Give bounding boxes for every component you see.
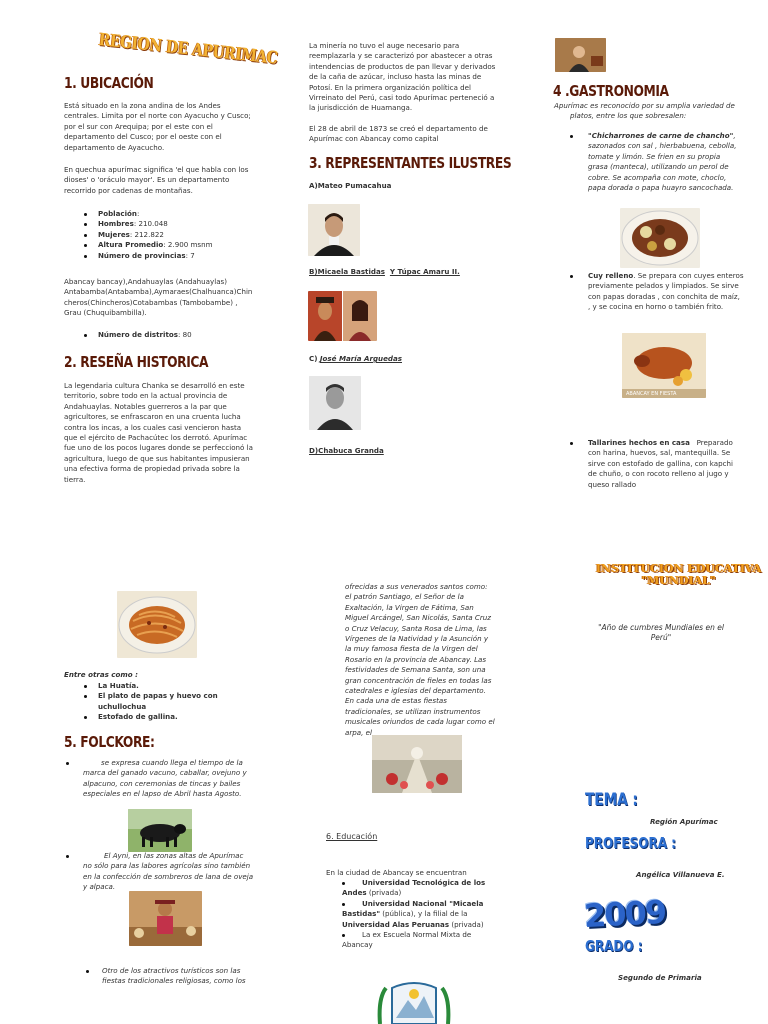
dish-chicharrones: "Chicharrones de carne de chancho", sazonados con sal , hierbabuena, cebolla, tomate y limón. Se frien en su propia grasa (manteca), utilizando un perol de cobre. Se acompaña con mote, choclo, papa dorada o papa huayro sancochada. xyxy=(570,131,760,193)
cuy-photo xyxy=(622,333,706,398)
rep-a-label: A)Mateo Pumacahua xyxy=(309,181,392,190)
stat-item: Hombres: 210.048 xyxy=(84,219,264,229)
folklore-bullet-1: se expresa cuando llega el tiempo de la marca del ganado vacuno, caballar, ovejuno y alpacuno, con ceremonias de tincas y bailes especiales en el lapso de Abril hasta Agosto. xyxy=(64,758,249,800)
stat-item: Número de provincias: 7 xyxy=(84,251,264,261)
rep-c-label: C) José María Arguedas xyxy=(309,354,402,363)
spaghetti-photo xyxy=(117,591,197,658)
cook-photo xyxy=(555,38,606,72)
coat-of-arms-emblem xyxy=(372,978,456,1024)
chicharron-photo xyxy=(620,208,700,268)
stat-item: Altura Promedio: 2.900 msnm xyxy=(84,240,264,250)
arguedas-portrait xyxy=(309,376,361,430)
profesora-value: Angélica Villanueva E. xyxy=(636,870,725,879)
university-item: Universidad Tecnológica de los Andes (privada) xyxy=(342,878,486,898)
section-folklore-heading: 5. FOLCKORE: xyxy=(64,733,155,751)
dish-cuy: Cuy relleno. Se prepara con cuyes enteros previamente pelados y limpiados. Se sirve con papas doradas , con conchita de maíz, , y se cocina en horno o también frito. xyxy=(570,271,760,313)
provinces-paragraph: Abancay bancay),Andahuaylas (Andahuaylas) Antabamba(Antabamba),Aymaraes(Chalhuanca)Chin cheros(Chincheros)Cotabambas (Tambobambe) , Grau (Chuquibambilla). xyxy=(64,277,253,318)
stat-item: Mujeres: 212.822 xyxy=(84,230,264,240)
folklore-bullet-3: Otro de los atractivos turísticos son las fiestas tradicionales religiosas, como los xyxy=(84,966,264,987)
section-gastronomia-heading: 4 .GASTRONOMIA xyxy=(553,82,669,100)
bull-photo xyxy=(128,809,192,852)
folklore-bullet-2: El Ayni, en las zonas altas de Apurímac no sólo para las labores agrícolas sino también en la confección de sombreros de lana de oveja y alpaca. xyxy=(64,851,254,893)
stat-item: Población: xyxy=(84,209,264,219)
pumacahua-portrait xyxy=(308,204,360,256)
institution-name: INSTITUCION EDUCATIVA "MUNDIAL" xyxy=(596,562,762,587)
list-item: La Huatía. xyxy=(84,681,234,691)
festival-photo xyxy=(372,735,462,793)
grado-value: Segundo de Primaria xyxy=(618,973,702,982)
rep-d-label: D)Chabuca Granda xyxy=(309,446,384,455)
section-educacion-heading: 6. Educación xyxy=(326,832,378,841)
photo-caption: ABANCAY EN FIESTA xyxy=(626,391,677,397)
others-label: Entre otras como : xyxy=(64,670,138,679)
section-representantes-heading: 3. REPRESENTANTES ILUSTRES xyxy=(309,154,512,172)
university-item: Universidad Nacional "Micaela Bastidas" (pública), y la filial de la Universidad Alas Peruanas (privada) xyxy=(342,898,484,929)
profesora-label: PROFESORA : xyxy=(585,834,676,852)
districts-item: Número de distritos: 80 xyxy=(84,330,192,340)
others-list xyxy=(84,681,234,723)
list-item: Estofado de gallina. xyxy=(84,712,234,722)
historia-paragraph: La legendaria cultura Chanka se desarrolló en este territorio, sobre todo en la actual provincia de Andahuaylas. Notables guerreros a la par que agricultores, se enfrascaron en una cruenta lucha contra los incas, a los cuales casi vencieron hasta que el ejército de Pachacútec los derrotó. Apurímac fue uno de los pocos lugares donde se perfeccionó la agricultura, luego de que sus habitantes impusieran una efectiva forma de propiedad privada sobre la tierra. xyxy=(64,381,253,484)
universities-list xyxy=(342,878,502,951)
gastronomia-intro: Apurímac es reconocido por su amplia variedad de platos, entre los que sobresalen: xyxy=(554,101,735,121)
dish-tallarines: Tallarines hechos en casa Preparado con harina, huevos, sal, mantequilla. Se sirve con estofado de gallina, con kapchi de chuño, o con rocoto relleno al jugo y queso rallado xyxy=(570,438,760,490)
quechua-paragraph: En quechua apurímac significa 'el que habla con los dioses' o 'oráculo mayor'. Es un departamento recorrido por cadenas de montañas. xyxy=(64,165,249,195)
creation-paragraph: El 28 de abril de 1873 se creó el departamento de Apurímac con Abancay como capital xyxy=(309,124,488,144)
year-wordart: 2009 xyxy=(583,892,667,936)
mineria-paragraph: La minería no tuvo el auge necesario para reemplazarla y se caracterizó por abastecer a otras intendencias de productos de pan llevar y derivados de la caña de azúcar, incluso hasta las minas de Potosí. En la primera organización política del Virreinato del Perú, casi todo Apurímac perteneció a la jurisdicción de Huamanga. xyxy=(309,41,496,113)
fiestas-paragraph: ofrecidas a sus venerados santos como: el patrón Santiago, el Señor de la Exaltación, la Virgen de Fátima, San Miguel Arcángel, San Nicolás, Santa Cruz o Cruz Velacuy, Santa Rosa de Lima, las Vírgenes de la Natividad y la Asunción y la muy famosa fiesta de la Virgen del Rosario en la provincia de Abancay. Las festividades de Semana Santa, son una gran concentración de fieles en todas las catedrales e iglesias del departamento. En cada una de estas fiestas tradicionales, se utilizan instrumentos musicales oriundos de cada lugar como el arpa, el xyxy=(345,582,495,737)
list-item: El plato de papas y huevo con xyxy=(84,691,234,701)
stats-list xyxy=(84,209,264,261)
ayni-woman-photo xyxy=(129,891,202,946)
tema-label: TEMA : xyxy=(585,790,638,810)
section-ubicacion-heading: 1. UBICACIÓN xyxy=(64,74,154,92)
university-item: La ex Escuela Normal Mixta de Abancay xyxy=(342,930,472,950)
grado-label: GRADO : xyxy=(585,937,643,955)
ubicacion-paragraph: Está situado en la zona andina de los Andes centrales. Limita por el norte con Ayacucho y Cusco; por el sur con Arequipa; por el este con el departamento del Cusco; por el oeste con el departamento de Ayacucho. xyxy=(64,101,251,152)
educacion-intro: En la ciudad de Abancay se encuentran xyxy=(326,868,467,877)
section-historia-heading: 2. RESEÑA HISTORICA xyxy=(64,353,209,371)
title-wordart: REGION DE APURIMAC xyxy=(97,30,279,69)
bastidas-tupac-portrait xyxy=(308,291,377,341)
motto: "Año de cumbres Mundiales en el Perú" xyxy=(598,623,724,643)
list-item: uchullochua xyxy=(98,701,147,711)
rep-b-label: B)Micaela Bastidas Y Túpac Amaru II. xyxy=(309,267,460,276)
tema-value: Región Apurímac xyxy=(650,817,718,826)
